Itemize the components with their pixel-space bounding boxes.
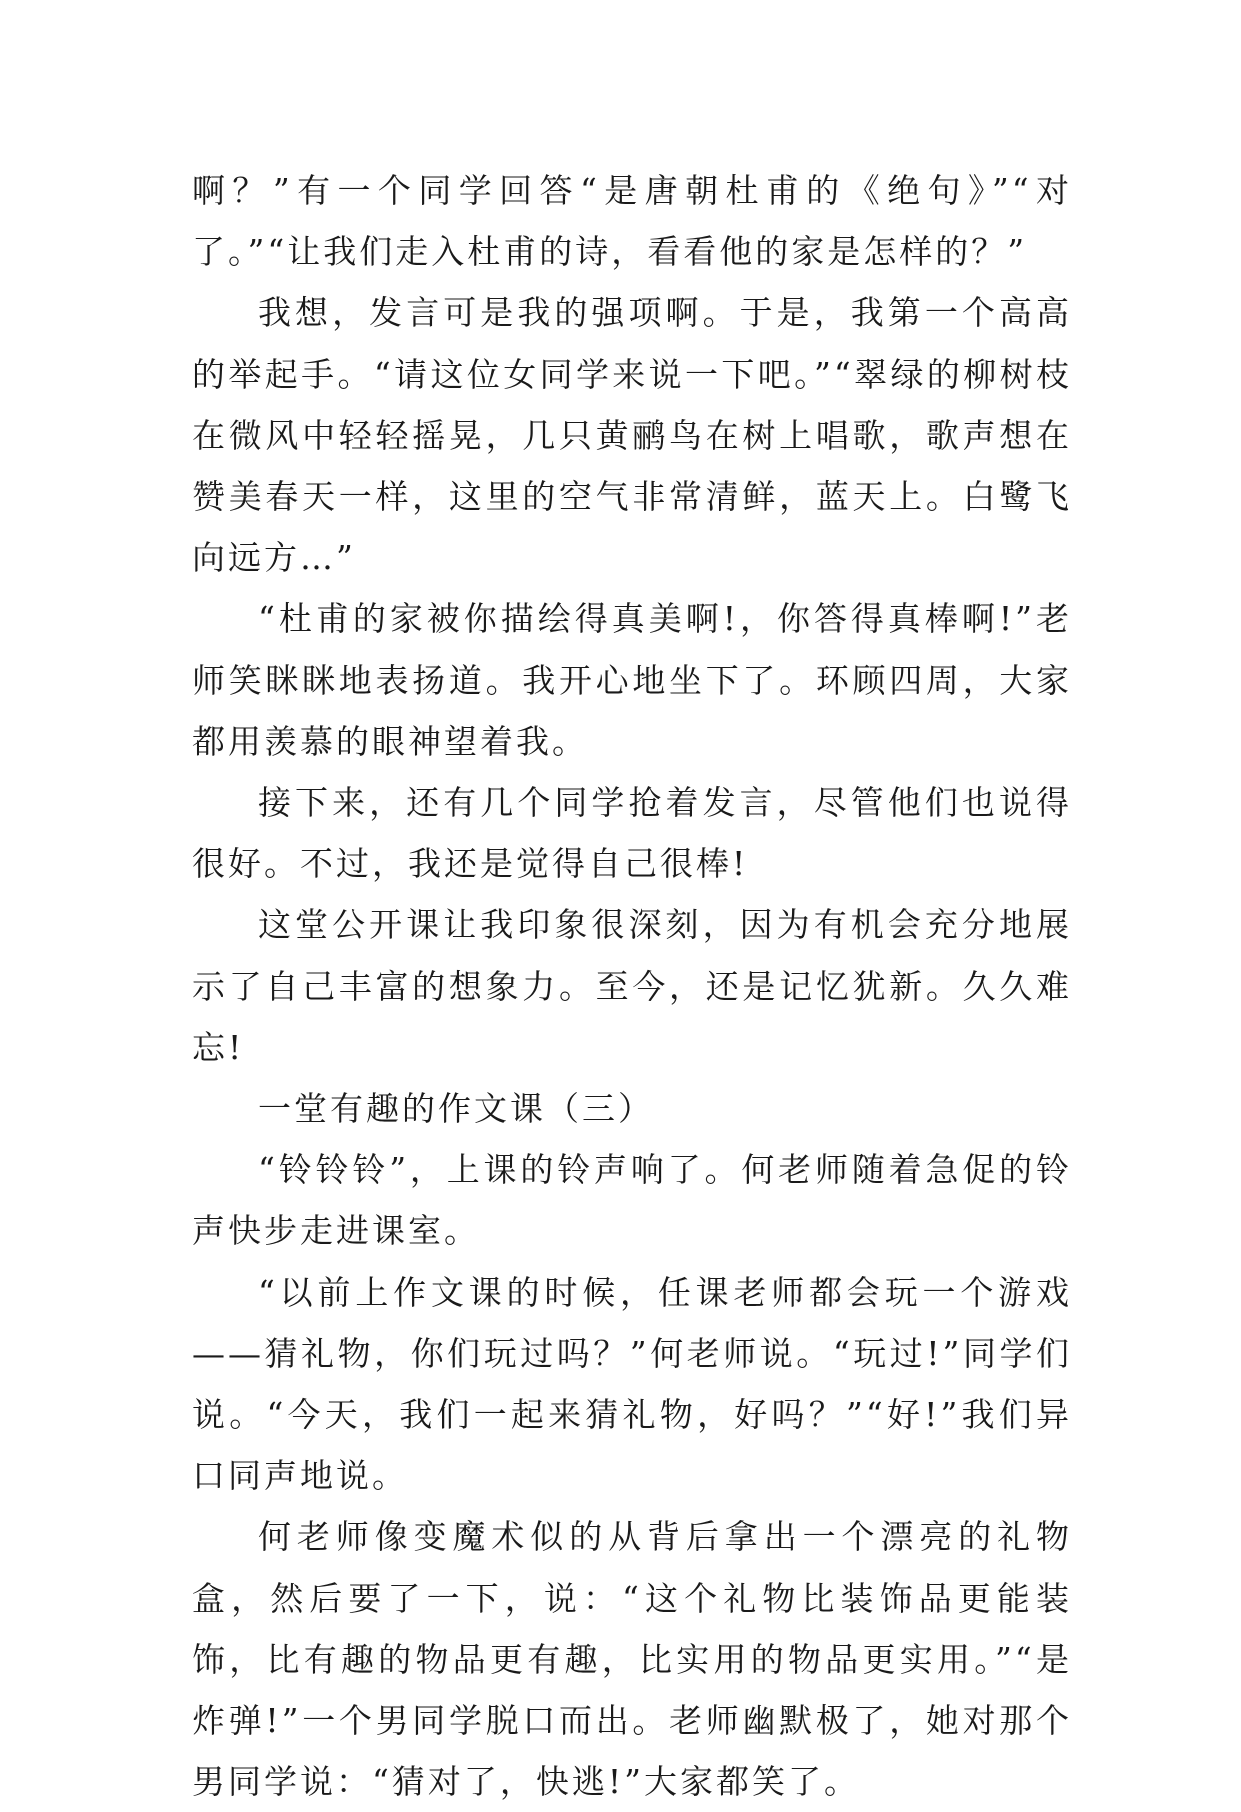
paragraph-7: “以前上作文课的时候，任课老师都会玩一个游戏——猜礼物，你们玩过吗？”何老师说。“玩过!”同学们说。“今天，我们一起来猜礼物，好吗？”“好!”我们异口同声地说。	[192, 1272, 1072, 1496]
section-heading: 一堂有趣的作文课（三）	[258, 1089, 654, 1129]
paragraph-2: 我想，发言可是我的强项啊。于是，我第一个高高的举起手。“请这位女同学来说一下吧。”“翠绿的柳树枝在微风中轻轻摇晃，几只黄鹂鸟在树上唱歌，歌声想在赞美春天一样，这里的空气非常清鲜，蓝天上。白鹭飞向远方…”	[192, 293, 1072, 578]
paragraph-5: 这堂公开课让我印象很深刻，因为有机会充分地展示了自己丰富的想象力。至今，还是记忆犹新。久久难忘!	[192, 905, 1072, 1067]
paragraph-4: 接下来，还有几个同学抢着发言，尽管他们也说得很好。不过，我还是觉得自己很棒!	[192, 783, 1072, 884]
paragraph-1: 啊？”有一个同学回答“是唐朝杜甫的《绝句》”“对了。”“让我们走入杜甫的诗，看看他的家是怎样的？”	[192, 171, 1072, 272]
body-text	[192, 160, 1072, 1812]
paragraph-6: “铃铃铃”，上课的铃声响了。何老师随着急促的铃声快步走进课室。	[192, 1150, 1072, 1251]
paragraph-3: “杜甫的家被你描绘得真美啊!，你答得真棒啊!”老师笑眯眯地表扬道。我开心地坐下了。环顾四周，大家都用羡慕的眼神望着我。	[192, 599, 1072, 761]
paragraph-8: 何老师像变魔术似的从背后拿出一个漂亮的礼物盒，然后要了一下，说：“这个礼物比装饰品更能装饰，比有趣的物品更有趣，比实用的物品更实用。”“是炸弹!”一个男同学脱口而出。老师幽默极了，她对那个男同学说：“猜对了，快逃!”大家都笑了。	[192, 1517, 1072, 1802]
